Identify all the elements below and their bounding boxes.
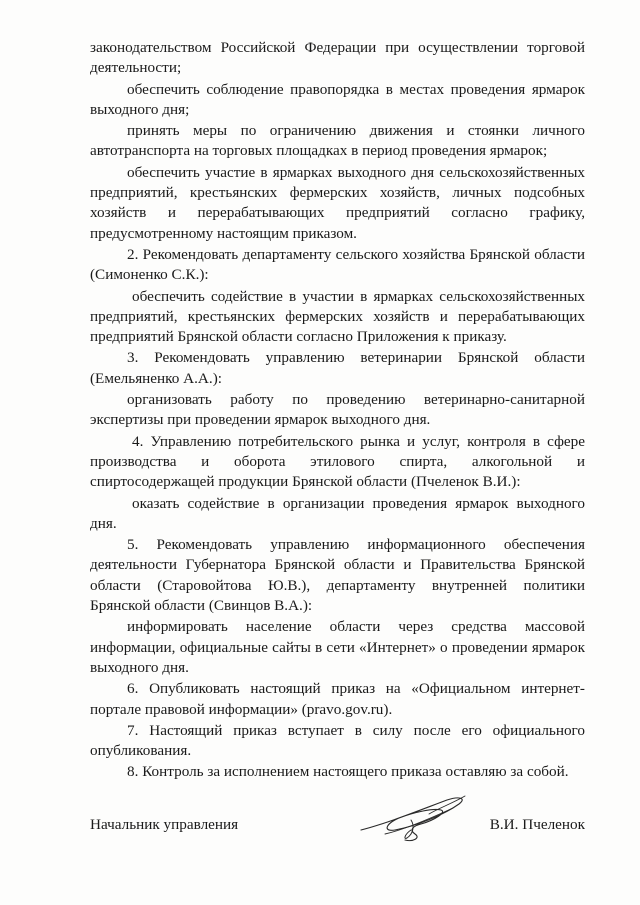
signatory-title: Начальник управления <box>90 816 239 833</box>
paragraph-participation: обеспечить участие в ярмарках выходного дня сельскохозяйственных предприятий, крестьянских фермерских хозяйств, личных подсобных хозяйств и перерабатывающих предприятий согласно графику, предусмотренному настоящим приказом. <box>90 163 585 242</box>
paragraph-item-2-assistance: обеспечить содействие в участии в ярмарках сельскохозяйственных предприятий, крестьянских фермерских хозяйств и перерабатывающих предприятий Брянской области согласно Приложения к приказу. <box>90 287 585 346</box>
paragraph-item-8: 8. Контроль за исполнением настоящего приказа оставляю за собой. <box>127 763 569 781</box>
signatory-name: В.И. Пчеленок <box>489 816 585 833</box>
paragraph-item-7: 7. Настоящий приказ вступает в силу после его официального опубликования. <box>90 721 585 760</box>
paragraph-legislation-continuation: законодательством Российской Федерации при осуществлении торговой деятельности; <box>90 39 585 77</box>
paragraph-item-6: 6. Опубликовать настоящий приказ на «Официальном интернет-портале правовой информации» (pravo.gov.ru). <box>90 680 585 718</box>
paragraph-item-3-veterinary: организовать работу по проведению ветеринарно-санитарной экспертизы при проведении ярмарок выходного дня. <box>90 391 585 429</box>
paragraph-public-order: обеспечить соблюдение правопорядка в местах проведения ярмарок выходного дня; <box>90 80 585 118</box>
paragraph-item-5: 5. Рекомендовать управлению информационного обеспечения деятельности Губернатора Брянской области и Правительства Брянской области (Старовойтова Ю.В.), департаменту внутренней политики Брянской области (Свинцов В.А.): <box>90 536 585 615</box>
paragraph-item-5-inform: информировать население области через средства массовой информации, официальные сайты в сети «Интернет» о проведении ярмарок выходного дня. <box>90 618 585 676</box>
paragraph-item-2: 2. Рекомендовать департаменту сельского хозяйства Брянской области (Симоненко С.К.): <box>90 245 585 284</box>
document-body <box>90 38 585 783</box>
signature-block <box>90 815 585 841</box>
paragraph-item-4-assistance: оказать содействие в организации проведения ярмарок выходного дня. <box>90 494 585 532</box>
paragraph-item-4: 4. Управлению потребительского рынка и услуг, контроля в сфере производства и оборота этилового спирта, алкогольной и спиртосодержащей продукции Брянской области (Пчеленок В.И.): <box>90 432 585 491</box>
paragraph-traffic-measures: принять меры по ограничению движения и стоянки личного автотранспорта на торговых площадках в период проведения ярмарок; <box>90 122 585 160</box>
paragraph-item-3: 3. Рекомендовать управлению ветеринарии Брянской области (Емельяненко А.А.): <box>90 349 585 387</box>
